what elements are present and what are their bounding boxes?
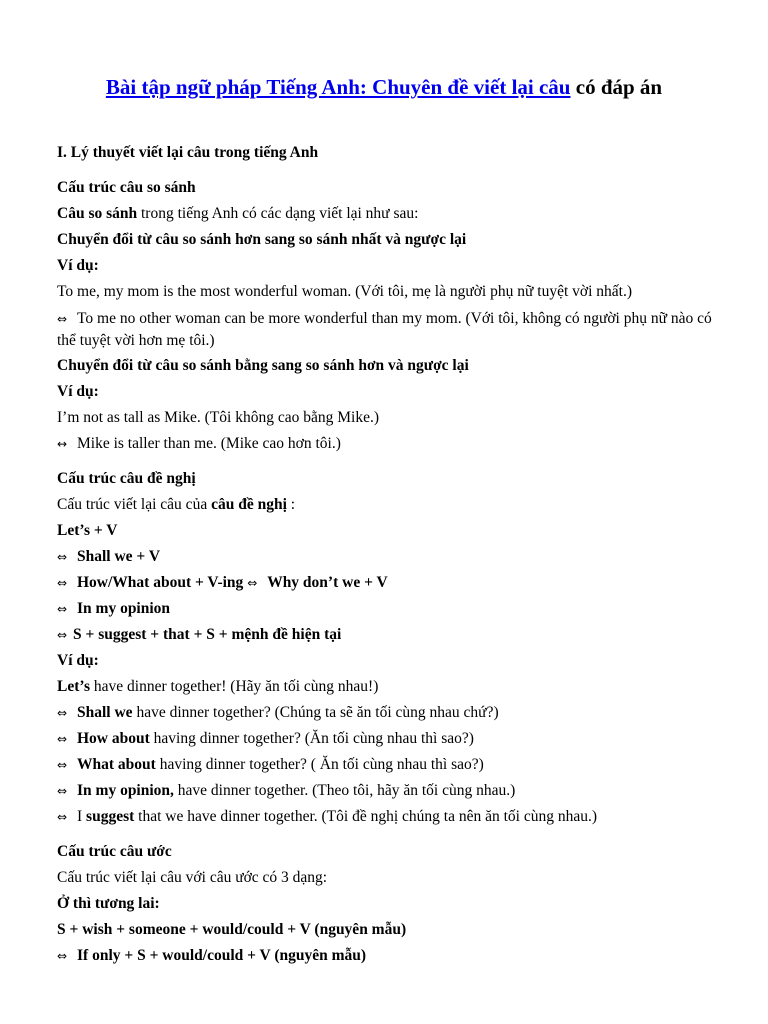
suggest-example-4-rest: having dinner together? ( Ăn tối cùng nhau thì sao?) — [155, 756, 484, 773]
equivalence-icon: ⇔ — [57, 784, 68, 798]
suggest-example-5 — [57, 778, 717, 804]
suggest-formula-1 — [57, 518, 717, 544]
comparison-ex2-equiv-text: Mike is taller than me. (Mike cao hơn tôi.) — [77, 435, 341, 452]
heading-wish-text: Cấu trúc câu ước — [57, 843, 172, 860]
suggest-formula-3 — [57, 570, 717, 596]
comparison-intro — [57, 201, 717, 227]
suggest-example-1-bold: Let’s — [57, 678, 90, 695]
equivalence-icon: ⇔ — [57, 706, 68, 720]
suggest-example-1 — [57, 674, 717, 700]
suggest-example-label — [57, 648, 717, 674]
suggest-formula-3a-text: How/What about + V-ing — [77, 574, 244, 591]
suggest-intro-post: : — [286, 496, 296, 513]
suggest-formula-5-text: S + suggest + that + S + mệnh đề hiện tại — [73, 626, 342, 643]
heading-wish — [57, 839, 717, 865]
suggest-example-4 — [57, 752, 717, 778]
suggest-intro-bold: câu đề nghị — [211, 496, 287, 513]
equivalence-icon: ⇔ — [57, 949, 68, 963]
suggest-intro-pre: Cấu trúc viết lại câu của — [57, 496, 212, 513]
suggest-formula-1-text: Let’s + V — [57, 522, 118, 539]
example-label: Ví dụ: — [57, 652, 99, 669]
equivalence-icon: ⇔ — [57, 576, 68, 590]
suggest-example-4-bold: What about — [77, 756, 156, 773]
comparison-ex1-equiv-text: To me no other woman can be more wonderful than my mom. (Với tôi, không có người phụ nữ nào có thể tuyệt vời hơn mẹ tôi.) — [57, 310, 712, 349]
comparison-sub2 — [57, 353, 717, 379]
suggest-example-6-bold: suggest — [86, 808, 135, 825]
suggest-example-3 — [57, 726, 717, 752]
heading-suggest-text: Cấu trúc câu đề nghị — [57, 470, 196, 487]
left-right-arrow-icon: ↔ — [57, 437, 68, 451]
section-heading-theory: I. Lý thuyết viết lại câu trong tiếng Anh — [57, 144, 319, 161]
suggest-formula-2 — [57, 544, 717, 570]
suggest-example-2 — [57, 700, 717, 726]
suggest-formula-3b-text: Why don’t we + V — [267, 574, 388, 591]
heading-comparison-text: Cấu trúc câu so sánh — [57, 179, 196, 196]
comparison-ex1-equiv — [57, 305, 717, 353]
document-title — [0, 72, 768, 102]
equivalence-icon: ⇔ — [57, 312, 68, 326]
suggest-example-3-bold: How about — [77, 730, 150, 747]
title-link[interactable]: Bài tập ngữ pháp Tiếng Anh: Chuyên đề viết lại câu — [105, 75, 571, 99]
comparison-ex1: To me, my mom is the most wonderful woman. (Với tôi, mẹ là người phụ nữ tuyệt vời nhất.) — [57, 283, 632, 300]
suggest-example-6-rest: that we have dinner together. (Tôi đề nghị chúng ta nên ăn tối cùng nhau.) — [134, 808, 597, 825]
comparison-sub2-text: Chuyển đổi từ câu so sánh bằng sang so sánh hơn và ngược lại — [57, 357, 469, 374]
suggest-formula-4-text: In my opinion — [77, 600, 171, 617]
suggest-example-2-rest: have dinner together? (Chúng ta sẽ ăn tối cùng nhau chứ?) — [132, 704, 499, 721]
comparison-example-label-1 — [57, 253, 717, 279]
suggest-formula-5 — [57, 622, 717, 648]
suggest-example-2-bold: Shall we — [77, 704, 133, 721]
document-body — [57, 140, 717, 969]
heading-comparison — [57, 175, 717, 201]
equivalence-icon: ⇔ — [247, 576, 258, 590]
equivalence-icon: ⇔ — [57, 810, 68, 824]
equivalence-icon: ⇔ — [57, 602, 68, 616]
wish-formula-2 — [57, 943, 717, 969]
comparison-intro-bold: Câu so sánh — [57, 205, 138, 222]
suggest-formula-4 — [57, 596, 717, 622]
equivalence-icon: ⇔ — [57, 732, 68, 746]
comparison-intro-rest: trong tiếng Anh có các dạng viết lại như sau: — [137, 205, 419, 222]
suggest-intro — [57, 492, 717, 518]
title-suffix: có đáp án — [570, 75, 663, 99]
wish-intro: Cấu trúc viết lại câu với câu ước có 3 dạng: — [57, 869, 328, 886]
suggest-example-6 — [57, 804, 717, 830]
equivalence-icon: ⇔ — [57, 758, 68, 772]
wish-formula-1 — [57, 917, 717, 943]
equivalence-icon: ⇔ — [57, 628, 68, 642]
wish-future-label-text: Ở thì tương lai: — [57, 895, 160, 912]
suggest-example-1-rest: have dinner together! (Hãy ăn tối cùng nhau!) — [90, 678, 379, 695]
suggest-example-5-bold: In my opinion, — [77, 782, 174, 799]
heading-suggest — [57, 466, 717, 492]
wish-future-label — [57, 891, 717, 917]
wish-formula-2-text: If only + S + would/could + V (nguyên mẫu) — [77, 947, 367, 964]
suggest-example-6-pre: I — [77, 808, 87, 825]
comparison-example-label-2 — [57, 379, 717, 405]
comparison-sub1 — [57, 227, 717, 253]
suggest-example-3-rest: having dinner together? (Ăn tối cùng nhau thì sao?) — [149, 730, 474, 747]
comparison-ex2: I’m not as tall as Mike. (Tôi không cao bằng Mike.) — [57, 409, 379, 426]
example-label: Ví dụ: — [57, 383, 99, 400]
wish-formula-1-text: S + wish + someone + would/could + V (nguyên mẫu) — [57, 921, 407, 938]
suggest-example-5-rest: have dinner together. (Theo tôi, hãy ăn tối cùng nhau.) — [173, 782, 516, 799]
comparison-ex2-equiv — [57, 431, 717, 457]
equivalence-icon: ⇔ — [57, 550, 68, 564]
comparison-sub1-text: Chuyển đổi từ câu so sánh hơn sang so sánh nhất và ngược lại — [57, 231, 467, 248]
suggest-formula-2-text: Shall we + V — [77, 548, 161, 565]
example-label: Ví dụ: — [57, 257, 99, 274]
